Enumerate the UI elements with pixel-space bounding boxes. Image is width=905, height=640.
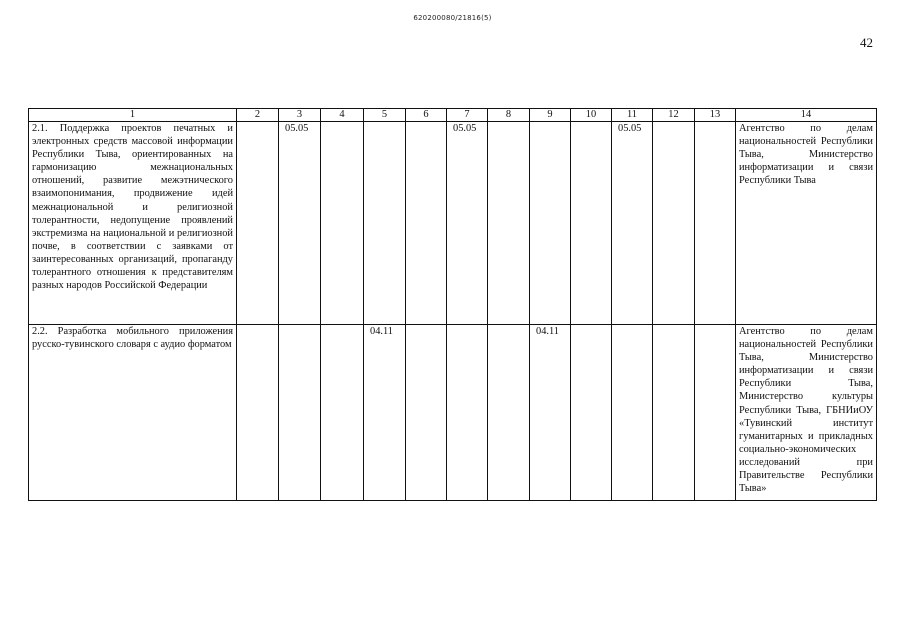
column-header: 6 [406,109,447,122]
schedule-cell: 05.05 [612,122,653,325]
page-number: 42 [860,35,873,50]
column-header: 3 [279,109,321,122]
schedule-cell [653,325,695,501]
schedule-cell: 04.11 [530,325,571,501]
column-header: 12 [653,109,695,122]
schedule-cell [530,122,571,325]
schedule-cell [571,325,612,501]
responsible-cell: Агентство по делам национальностей Республики Тыва, Министерство информатизации и связи Республики Тыва [736,122,877,325]
schedule-table [28,108,877,501]
table-row [29,122,877,325]
schedule-cell [321,122,364,325]
schedule-cell: 04.11 [364,325,406,501]
schedule-cell [406,325,447,501]
schedule-cell [237,122,279,325]
task-cell: 2.2. Разработка мобильного приложения русско-тувинского словаря с аудио форматом [29,325,237,501]
column-header: 11 [612,109,653,122]
document-id: 620200080/21816(5) [413,14,492,22]
column-header: 10 [571,109,612,122]
column-header: 1 [29,109,237,122]
schedule-cell [695,122,736,325]
schedule-cell [695,325,736,501]
task-cell: 2.1. Поддержка проектов печатных и электронных средств массовой информации Республики Тыва, ориентированных на гармонизацию межнациональных отношений, развитие межэтнического взаимопонимания, продвижение идей межнациональной и религиозной толерантности, недопущение проявлений экстремизма на национальной и религиозной почве, в соответствии с заявками от заинтересованных организаций, пропаганду толерантного отношения к представителям разных народов Российской Федерации [29,122,237,325]
schedule-cell [653,122,695,325]
responsible-cell: Агентство по делам национальностей Республики Тыва, Министерство информатизации и связи Республики Тыва, Министерство культуры Республики Тыва, ГБНИиОУ «Тувинский институт гуманитарных и прикладных социально-экономических исследований при Правительстве Республики Тыва» [736,325,877,501]
table-header-row [29,109,877,122]
column-header: 5 [364,109,406,122]
schedule-cell: 05.05 [447,122,488,325]
schedule-cell [406,122,447,325]
schedule-cell [364,122,406,325]
column-header: 2 [237,109,279,122]
schedule-cell: 05.05 [279,122,321,325]
column-header: 14 [736,109,877,122]
schedule-cell [237,325,279,501]
schedule-cell [488,325,530,501]
schedule-cell [279,325,321,501]
column-header: 8 [488,109,530,122]
column-header: 13 [695,109,736,122]
schedule-cell [488,122,530,325]
table-row [29,325,877,501]
schedule-cell [321,325,364,501]
schedule-cell [447,325,488,501]
schedule-cell [571,122,612,325]
column-header: 7 [447,109,488,122]
column-header: 9 [530,109,571,122]
column-header: 4 [321,109,364,122]
schedule-cell [612,325,653,501]
